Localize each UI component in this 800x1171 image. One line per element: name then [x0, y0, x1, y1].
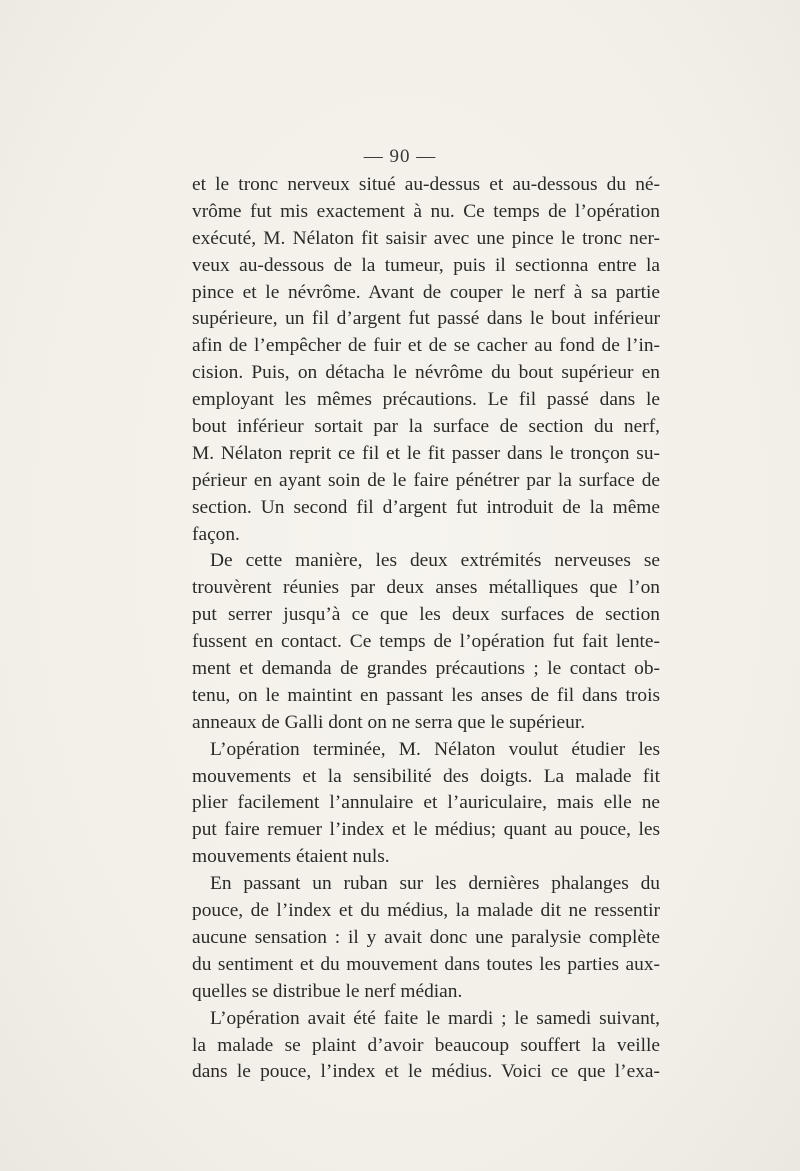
text-line: put serrer jusqu’à ce que les deux surfaces de section	[192, 604, 660, 626]
text-line: quelles se distribue le nerf médian.	[192, 980, 463, 1002]
text-line: mouvements étaient nuls.	[192, 846, 390, 868]
text-line: afin de l’empêcher de fuir et de se cacher au fond de l’in-	[192, 335, 660, 357]
text-line: tenu, on le maintint en passant les anses de fil dans trois	[192, 684, 660, 706]
text-line: fussent en contact. Ce temps de l’opération fut fait lente-	[192, 631, 660, 653]
page-number: — 90 —	[363, 146, 437, 167]
text-line: dans le pouce, l’index et le médius. Voici ce que l’exa-	[192, 1061, 660, 1083]
text-line: section. Un second fil d’argent fut introduit de la même	[192, 496, 660, 518]
body-text	[192, 172, 660, 1086]
text-line: De cette manière, les deux extrémités nerveuses se	[210, 550, 660, 572]
text-line: plier facilement l’annulaire et l’auriculaire, mais elle ne	[192, 792, 660, 814]
text-line: veux au-dessous de la tumeur, puis il sectionna entre la	[192, 254, 660, 276]
text-line: En passant un ruban sur les dernières phalanges du	[210, 873, 660, 895]
text-line: périeur en ayant soin de le faire pénétrer par la surface de	[192, 469, 660, 491]
text-line: put faire remuer l’index et le médius; quant au pouce, les	[192, 819, 660, 841]
text-line: façon.	[192, 523, 240, 545]
text-line: supérieure, un fil d’argent fut passé dans le bout inférieur	[192, 308, 660, 330]
text-line: et le tronc nerveux situé au-dessus et au-dessous du né-	[192, 174, 660, 195]
text-line: L’opération avait été faite le mardi ; le samedi suivant,	[210, 1007, 660, 1029]
text-line: vrôme fut mis exactement à nu. Ce temps de l’opération	[192, 200, 660, 222]
text-line: cision. Puis, on détacha le névrôme du bout supérieur en	[192, 362, 660, 384]
text-line: aucune sensation : il y avait donc une paralysie complète	[192, 926, 660, 948]
text-line: du sentiment et du mouvement dans toutes les parties aux-	[192, 953, 660, 975]
text-line: la malade se plaint d’avoir beaucoup souffert la veille	[192, 1034, 660, 1056]
text-line: ment et demanda de grandes précautions ; le contact ob-	[192, 658, 660, 680]
text-line: exécuté, M. Nélaton fit saisir avec une pince le tronc ner-	[192, 227, 660, 249]
text-line: bout inférieur sortait par la surface de section du nerf,	[192, 416, 660, 438]
text-line: mouvements et la sensibilité des doigts. La malade fit	[192, 765, 660, 787]
text-line: L’opération terminée, M. Nélaton voulut étudier les	[210, 738, 660, 760]
text-line: M. Nélaton reprit ce fil et le fit passer dans le tronçon su-	[192, 442, 660, 464]
text-line: employant les mêmes précautions. Le fil passé dans le	[192, 389, 660, 411]
text-line: trouvèrent réunies par deux anses métalliques que l’on	[192, 577, 660, 599]
text-line: pince et le névrôme. Avant de couper le nerf à sa partie	[192, 281, 660, 303]
text-line: anneaux de Galli dont on ne serra que le supérieur.	[192, 711, 586, 733]
text-line: pouce, de l’index et du médius, la malade dit ne ressentir	[192, 900, 660, 922]
